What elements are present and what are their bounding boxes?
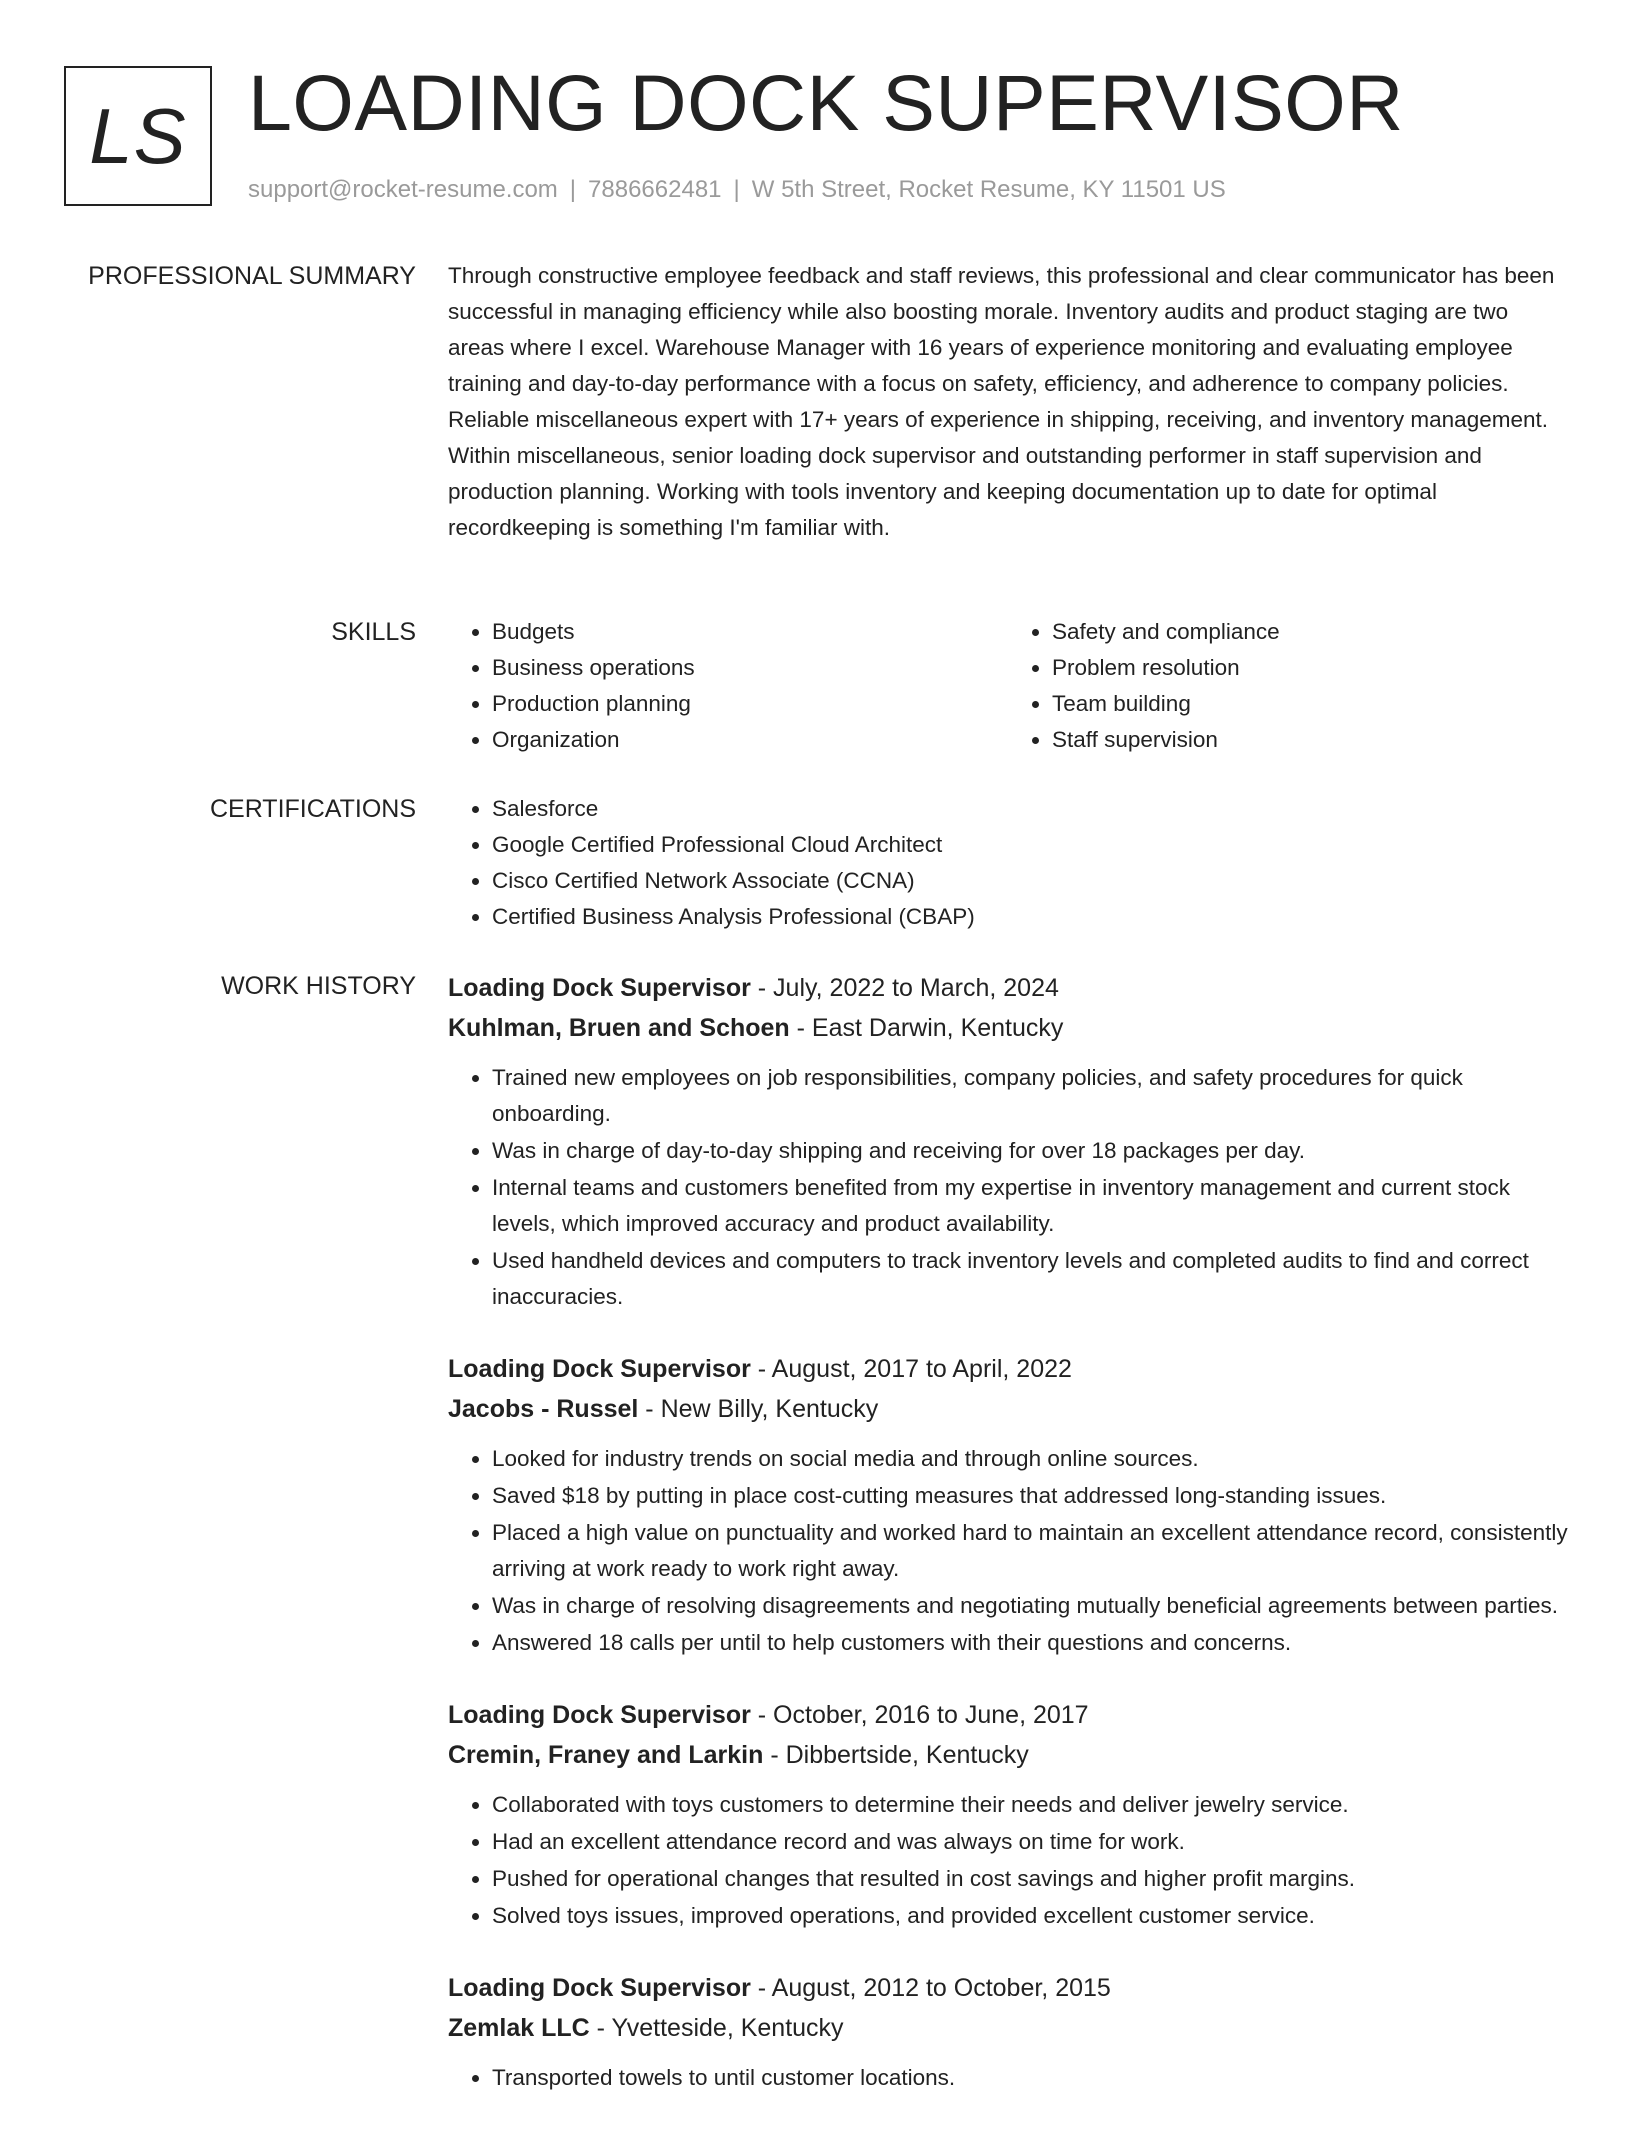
summary-heading: PROFESSIONAL SUMMARY [88, 262, 416, 290]
job-bullet: • Transported towels to until customer locations. [492, 2060, 1568, 2096]
skill-item: • Organization [492, 722, 1008, 758]
job-company-line [448, 1008, 1568, 1048]
job-title: Loading Dock Supervisor [448, 1974, 751, 2002]
job-bullet: • Trained new employees on job responsibilities, company policies, and safety procedures for quick onboarding. [492, 1060, 1568, 1132]
job-entry [448, 1968, 1568, 2096]
certifications-list [448, 791, 1568, 935]
job-entry [448, 1695, 1568, 1934]
email-link[interactable]: support@rocket-resume.com [248, 176, 558, 203]
job-bullet: • Solved toys issues, improved operations, and provided excellent customer service. [492, 1898, 1568, 1934]
work-history-heading: WORK HISTORY [221, 972, 416, 1000]
skills-content [448, 614, 1568, 758]
job-bullet: • Looked for industry trends on social media and through online sources. [492, 1441, 1568, 1477]
job-dates: - October, 2016 to June, 2017 [750, 1701, 1089, 1729]
job-company-line [448, 1389, 1568, 1429]
skill-item: • Business operations [492, 650, 1008, 686]
job-bullet: • Placed a high value on punctuality and worked hard to maintain an excellent attendance record, consistently arriving at work ready to work right away. [492, 1515, 1568, 1587]
job-entry [448, 1349, 1568, 1661]
job-company: Zemlak LLC [448, 2014, 590, 2042]
job-bullet: • Used handheld devices and computers to track inventory levels and completed audits to find and correct inaccuracies. [492, 1243, 1568, 1315]
job-company-line [448, 1735, 1568, 1775]
job-bullet: • Had an excellent attendance record and was always on time for work. [492, 1824, 1568, 1860]
job-company: Jacobs - Russel [448, 1395, 639, 1423]
job-title-line [448, 968, 1568, 1008]
job-title-line [448, 1695, 1568, 1735]
skill-item: • Staff supervision [1052, 722, 1568, 758]
certification-item: • Salesforce [492, 791, 1568, 827]
job-bullet: • Was in charge of resolving disagreements and negotiating mutually beneficial agreements between parties. [492, 1588, 1568, 1624]
job-bullet: • Was in charge of day-to-day shipping and receiving for over 18 packages per day. [492, 1133, 1568, 1169]
job-company: Kuhlman, Bruen and Schoen [448, 1014, 790, 1042]
phone-text: 7886662481 [588, 176, 722, 203]
job-title-line [448, 1349, 1568, 1389]
monogram-box [64, 66, 212, 206]
work-history-content [448, 968, 1568, 2130]
job-bullet: • Pushed for operational changes that resulted in cost savings and higher profit margins. [492, 1861, 1568, 1897]
job-bullets [448, 1441, 1568, 1661]
skill-item: • Budgets [492, 614, 1008, 650]
job-dates: - July, 2022 to March, 2024 [750, 974, 1059, 1002]
job-bullets [448, 1787, 1568, 1934]
resume-title: LOADING DOCK SUPERVISOR [248, 58, 1404, 147]
job-title: Loading Dock Supervisor [448, 974, 751, 1002]
job-bullet: • Saved $18 by putting in place cost-cutting measures that addressed long-standing issues. [492, 1478, 1568, 1514]
skill-item: • Safety and compliance [1052, 614, 1568, 650]
certifications-content [448, 791, 1568, 935]
job-location: - Yvetteside, Kentucky [589, 2014, 844, 2042]
contact-line [248, 174, 1226, 206]
job-bullet: • Collaborated with toys customers to determine their needs and deliver jewelry service. [492, 1787, 1568, 1823]
job-location: - New Billy, Kentucky [638, 1395, 879, 1423]
job-bullets [448, 2060, 1568, 2096]
skills-list-right [1008, 614, 1568, 758]
job-company: Cremin, Franey and Larkin [448, 1741, 764, 1769]
summary-content [448, 258, 1568, 546]
job-location: - Dibbertside, Kentucky [763, 1741, 1029, 1769]
skills-heading: SKILLS [331, 618, 416, 646]
separator: | [569, 176, 577, 203]
certification-item: • Cisco Certified Network Associate (CCNA) [492, 863, 1568, 899]
job-bullet: • Answered 18 calls per until to help customers with their questions and concerns. [492, 1625, 1568, 1661]
certification-item: • Google Certified Professional Cloud Architect [492, 827, 1568, 863]
certification-item: • Certified Business Analysis Professional (CBAP) [492, 899, 1568, 935]
job-bullets [448, 1060, 1568, 1315]
monogram-initials: LS [89, 91, 187, 180]
separator: | [733, 176, 740, 203]
job-title: Loading Dock Supervisor [448, 1355, 751, 1383]
job-location: - East Darwin, Kentucky [789, 1014, 1064, 1042]
job-dates: - August, 2017 to April, 2022 [750, 1355, 1072, 1383]
job-company-line [448, 2008, 1568, 2048]
skill-item: • Problem resolution [1052, 650, 1568, 686]
job-bullet: • Internal teams and customers benefited from my expertise in inventory management and current stock levels, which improved accuracy and product availability. [492, 1170, 1568, 1242]
skills-list-left [448, 614, 1008, 758]
address-text: W 5th Street, Rocket Resume, KY 11501 US [751, 176, 1226, 203]
certifications-heading: CERTIFICATIONS [209, 795, 416, 823]
skill-item: • Team building [1052, 686, 1568, 722]
job-dates: - August, 2012 to October, 2015 [750, 1974, 1111, 2002]
job-title: Loading Dock Supervisor [448, 1701, 751, 1729]
job-title-line [448, 1968, 1568, 2008]
skill-item: • Production planning [492, 686, 1008, 722]
summary-text: Through constructive employee feedback and staff reviews, this professional and clear communicator has been successful in managing efficiency while also boosting morale. Inventory audits and product staging are two areas where I excel. Warehouse Manager with 16 years of experience monitoring and evaluating employee training and day-to-day performance with a focus on safety, efficiency, and adherence to company policies. Reliable miscellaneous expert with 17+ years of experience in shipping, receiving, and inventory management. Within miscellaneous, senior loading dock supervisor and outstanding performer in staff supervision and production planning. Working with tools inventory and keeping documentation up to date for optimal recordkeeping is something I'm familiar with. [448, 263, 1555, 540]
job-entry [448, 968, 1568, 1315]
